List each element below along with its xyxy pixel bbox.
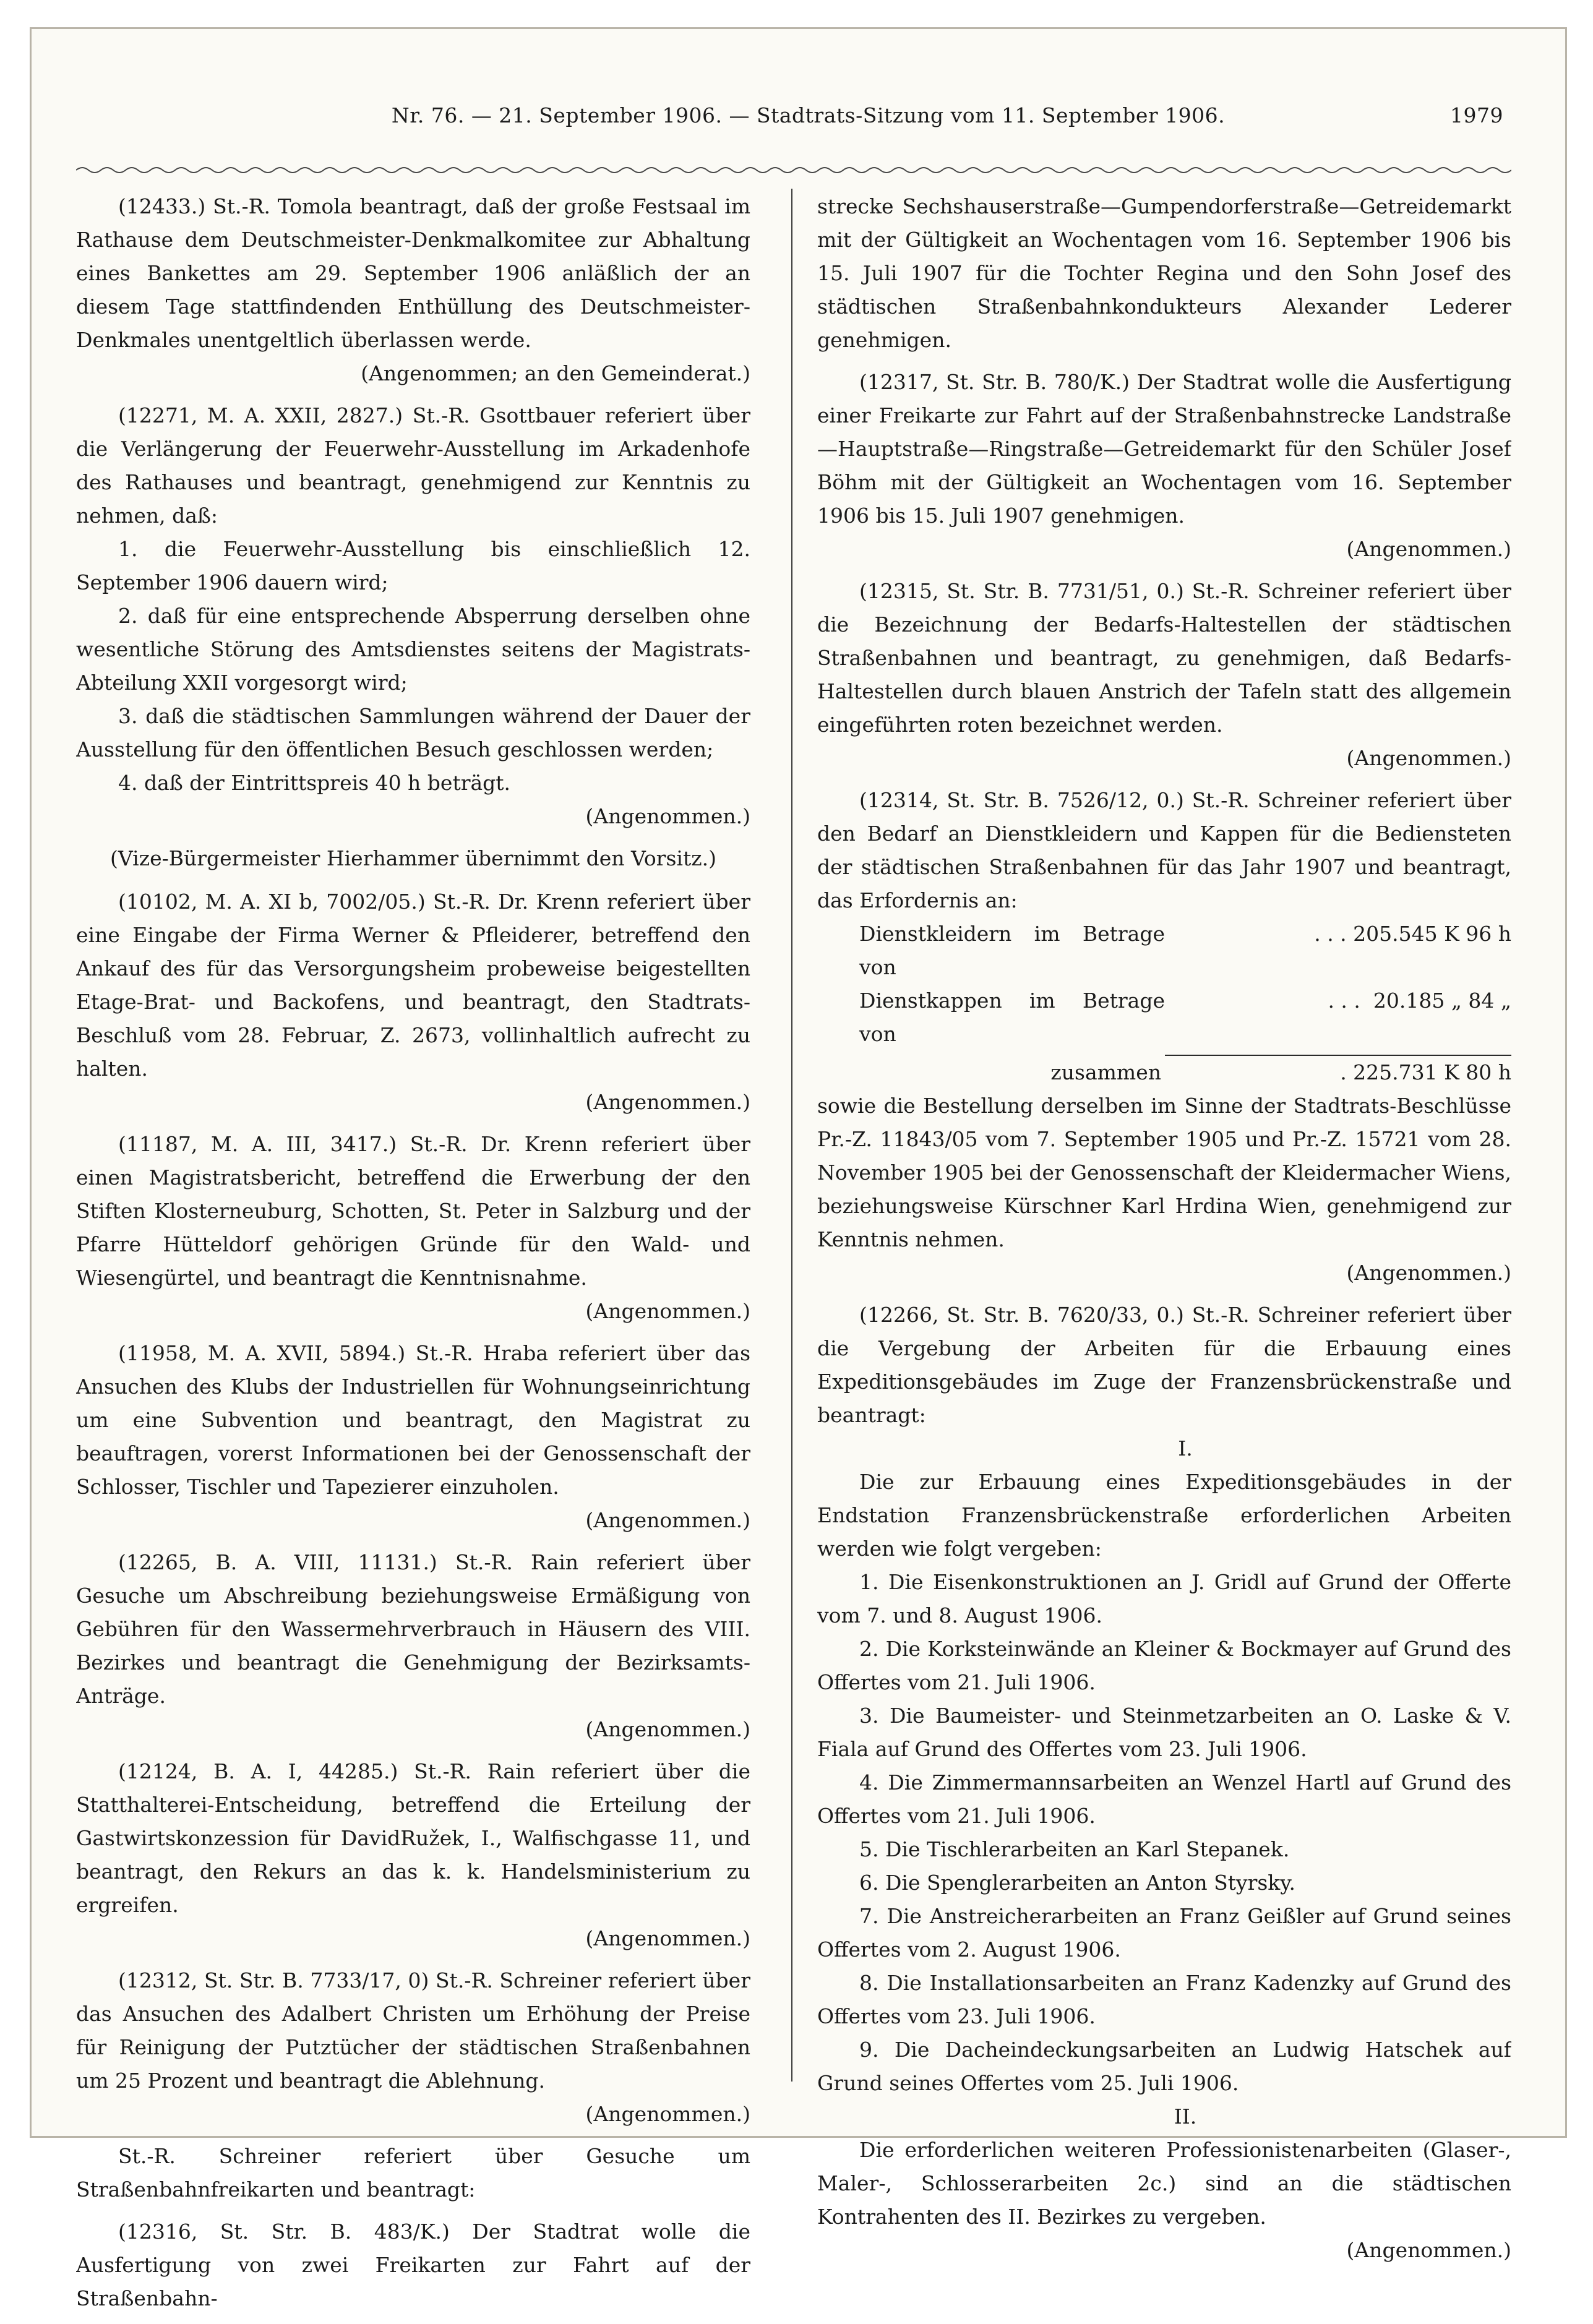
chair-note: (Vize-Bürgermeister Hierhammer übernimmt den Vorsitz.) <box>110 846 716 870</box>
document-page <box>30 27 1567 2310</box>
entry-12315 <box>817 575 1511 775</box>
section-heading: I. <box>1178 1436 1193 1460</box>
entry-text: (11187, M. A. III, 3417.) St.-R. Dr. Krenn referiert über einen Magistratsbericht, betreffend die Erwerbung der den Stiften Klosterneuburg, Schotten, St. Peter in Salzburg und der Pfarre Hütteldorf gehörigen Gründe für den Wald- und Wiesengürtel, und beantragt die Kenntnisnahme. <box>76 1132 750 1290</box>
entry-text: (12316, St. Str. B. 483/K.) Der Stadtrat wolle die Ausfertigung von zwei Freikarten zur Fahrt auf der Straßenbahn- <box>76 2219 750 2310</box>
list-item: 7. Die Anstreicherarbeiten an Franz Geißler auf Grund seines Offertes vom 2. August 1906. <box>817 1904 1511 1962</box>
amount-value: . . . 205.545 K 96 h <box>1314 922 1511 946</box>
entry-12271 <box>76 399 750 833</box>
list-item: 9. Die Dacheindeckungsarbeiten an Ludwig Hatschek auf Grund seines Offertes vom 25. Juli 1906. <box>817 2038 1511 2095</box>
sum-label: zusammen <box>1050 1060 1161 1084</box>
right-column <box>817 190 1511 2276</box>
entry-result: (Angenommen.) <box>585 1717 750 1741</box>
amount-label: Dienstkappen im Betrage von <box>859 988 1165 1046</box>
list-item: 2. Die Korksteinwände an Kleiner & Bockmayer auf Grund des Offertes vom 21. Juli 1906. <box>817 1637 1511 1694</box>
entry-schreiner-freikarten <box>76 2140 750 2206</box>
page-header <box>76 103 1540 147</box>
header-rule <box>76 164 1511 176</box>
amount-value: . . . 20.185 „ 84 „ <box>1328 988 1511 1013</box>
list-item: 8. Die Installationsarbeiten an Franz Kadenzky auf Grund des Offertes vom 23. Juli 1906. <box>817 1971 1511 2028</box>
entry-12316-continued <box>817 190 1511 357</box>
entry-result: (Angenommen.) <box>585 1926 750 1950</box>
amount-label: Dienstkleidern im Betrage von <box>859 922 1165 979</box>
list-item: 1. die Feuerwehr-Ausstellung bis einschließlich 12. September 1906 dauern wird; <box>76 537 750 594</box>
entry-12265 <box>76 1546 750 1746</box>
column-divider <box>791 189 792 2082</box>
entry-result: (Angenommen.) <box>1346 537 1511 561</box>
entry-11958 <box>76 1337 750 1537</box>
entry-text: (12314, St. Str. B. 7526/12, 0.) St.-R. Schreiner referiert über den Bedarf an Dienstkleidern und Kappen für die Bediensteten der städtischen Straßenbahnen für das Jahr 1907 und beantragt, das Erfordernis an: <box>817 788 1511 912</box>
entry-text: strecke Sechshauserstraße—Gumpendorferstraße—Getreidemarkt mit der Gültigkeit an Wochentagen vom 16. September 1906 bis 15. Juli 1907 für die Tochter Regina und den Sohn Josef des städtischen Straßenbahnkondukteurs Alexander Lederer genehmigen. <box>817 194 1511 352</box>
entry-text: St.-R. Schreiner referiert über Gesuche um Straßenbahnfreikarten und beantragt: <box>76 2144 750 2202</box>
entry-text: (12433.) St.-R. Tomola beantragt, daß der große Festsaal im Rathause dem Deutschmeister-Denkmalkomitee zur Abhaltung eines Bankettes am 29. September 1906 anläßlich der an diesem Tage stattfindenden Enthüllung des Deutschmeister-Denkmales unentgeltlich überlassen werde. <box>76 194 750 352</box>
entry-12433 <box>76 190 750 390</box>
entry-text: (12312, St. Str. B. 7733/17, 0) St.-R. Schreiner referiert über das Ansuchen des Adalbert Christen um Erhöhung der Preise für Reinigung der Putztücher der städtischen Straßenbahnen um 25 Prozent und beantragt die Ablehnung. <box>76 1968 750 2093</box>
entry-text: (11958, M. A. XVII, 5894.) St.-R. Hraba referiert über das Ansuchen des Klubs der Industriellen für Wohnungseinrichtung um eine Subvention und beantragt, den Magistrat zu beauftragen, vorerst Informationen bei der Genossenschaft der Schlosser, Tischler und Tapezierer einzuholen. <box>76 1341 750 1499</box>
entry-text: sowie die Bestellung derselben im Sinne der Stadtrats-Beschlüsse Pr.-Z. 11843/05 vom 7. September 1905 und Pr.-Z. 15721 vom 28. November 1905 bei der Genossenschaft der Kleidermacher Wiens, beziehungsweise Kürschner Karl Hrdina Wien, genehmigend zur Kenntnis nehmen. <box>817 1094 1511 1251</box>
entry-12314 <box>817 784 1511 1290</box>
entry-text: (10102, M. A. XI b, 7002/05.) St.-R. Dr. Krenn referiert über eine Eingabe der Firma Werner & Pfleiderer, betreffend den Ankauf des für das Versorgungsheim probeweise beigestellten Etage-Brat- und Backofens, und beantragt, den Stadtrats-Beschluß vom 28. Februar, Z. 2673, vollinhaltlich aufrecht zu halten. <box>76 890 750 1081</box>
list-item: 3. Die Baumeister- und Steinmetzarbeiten an O. Laske & V. Fiala auf Grund des Offertes vom 23. Juli 1906. <box>817 1704 1511 1761</box>
sum-row <box>817 1056 1511 1089</box>
entry-12266 <box>817 1298 1511 2267</box>
entry-result: (Angenommen.) <box>1346 1261 1511 1285</box>
left-column <box>76 190 750 2324</box>
amount-row <box>817 984 1511 1051</box>
section-text: Die zur Erbauung eines Expeditionsgebäudes in der Endstation Franzensbrückenstraße erforderlichen Arbeiten werden wie folgt vergeben: <box>817 1470 1511 1561</box>
list-item: 3. daß die städtischen Sammlungen während der Dauer der Ausstellung für den öffentlichen Besuch geschlossen werden; <box>76 704 750 761</box>
page-number: 1979 <box>1450 103 1503 127</box>
entry-10102 <box>76 885 750 1119</box>
entry-text: (12317, St. Str. B. 780/K.) Der Stadtrat wolle die Ausfertigung einer Freikarte zur Fahrt auf der Straßenbahnstrecke Landstraße—Hauptstraße—Ringstraße—Getreidemarkt für den Schüler Josef Böhm mit der Gültigkeit an Wochentagen vom 16. September 1906 bis 15. Juli 1907 genehmigen. <box>817 370 1511 528</box>
sum-value: . 225.731 K 80 h <box>1340 1060 1511 1084</box>
entry-11187 <box>76 1128 750 1328</box>
entry-result: (Angenommen.) <box>1346 2238 1511 2262</box>
section-text: Die erforderlichen weiteren Professionistenarbeiten (Glaser-, Maler-, Schlosserarbeiten 2c.) sind an die städtischen Kontrahenten des II. Bezirkes zu vergeben. <box>817 2138 1511 2229</box>
entry-12317 <box>817 366 1511 566</box>
list-item: 2. daß für eine entsprechende Absperrung derselben ohne wesentliche Störung des Amtsdienstes seitens der Magistrats-Abteilung XXII vorgesorgt wird; <box>76 604 750 695</box>
list-item: 5. Die Tischlerarbeiten an Karl Stepanek. <box>859 1837 1290 1861</box>
entry-12312 <box>76 1964 750 2131</box>
entry-result: (Angenommen.) <box>585 804 750 828</box>
entry-result: (Angenommen.) <box>585 1299 750 1323</box>
list-item: 4. daß der Eintrittspreis 40 h beträgt. <box>118 771 511 795</box>
entry-result: (Angenommen.) <box>585 1508 750 1532</box>
entry-result: (Angenommen.) <box>1346 746 1511 770</box>
list-item: 1. Die Eisenkonstruktionen an J. Gridl auf Grund der Offerte vom 7. und 8. August 1906. <box>817 1570 1511 1627</box>
amount-row <box>817 917 1511 984</box>
header-title: Nr. 76. — 21. September 1906. — Stadtrats-Sitzung vom 11. September 1906. <box>391 103 1226 127</box>
list-item: 4. Die Zimmermannsarbeiten an Wenzel Hartl auf Grund des Offertes vom 21. Juli 1906. <box>817 1770 1511 1828</box>
entry-text: (12265, B. A. VIII, 11131.) St.-R. Rain referiert über Gesuche um Abschreibung beziehungsweise Ermäßigung von Gebühren für den Wassermehrverbrauch in Häusern des VIII. Bezirkes und beantragt die Genehmigung der Bezirksamts-Anträge. <box>76 1550 750 1708</box>
entry-text: (12266, St. Str. B. 7620/33, 0.) St.-R. Schreiner referiert über die Vergebung der Arbeiten für die Erbauung eines Expeditionsgebäudes im Zuge der Franzensbrückenstraße und beantragt: <box>817 1303 1511 1427</box>
section-heading: II. <box>1174 2104 1197 2129</box>
entry-text: (12271, M. A. XXII, 2827.) St.-R. Gsottbauer referiert über die Verlängerung der Feuerwehr-Ausstellung im Arkadenhofe des Rathauses und beantragt, genehmigend zur Kenntnis zu nehmen, daß: <box>76 403 750 528</box>
entry-text: (12124, B. A. I, 44285.) St.-R. Rain referiert über die Statthalterei-Entscheidung, betreffend die Erteilung der Gastwirtskonzession für DavidRužek, I., Walfischgasse 11, und beantragt, den Rekurs an das k. k. Handelsministerium zu ergreifen. <box>76 1759 750 1917</box>
entry-12124 <box>76 1755 750 1955</box>
entry-12316 <box>76 2215 750 2315</box>
entry-result: (Angenommen.) <box>585 1090 750 1114</box>
list-item: 6. Die Spenglerarbeiten an Anton Styrsky. <box>859 1871 1296 1895</box>
entry-result: (Angenommen.) <box>585 2102 750 2126</box>
entry-result: (Angenommen; an den Gemeinderat.) <box>361 361 750 385</box>
entry-text: (12315, St. Str. B. 7731/51, 0.) St.-R. Schreiner referiert über die Bezeichnung der Bedarfs-Haltestellen der städtischen Straßenbahnen und beantragt, zu genehmigen, daß Bedarfs-Haltestellen durch blauen Anstrich der Tafeln statt des allgemein eingeführten roten bezeichnet werden. <box>817 579 1511 737</box>
